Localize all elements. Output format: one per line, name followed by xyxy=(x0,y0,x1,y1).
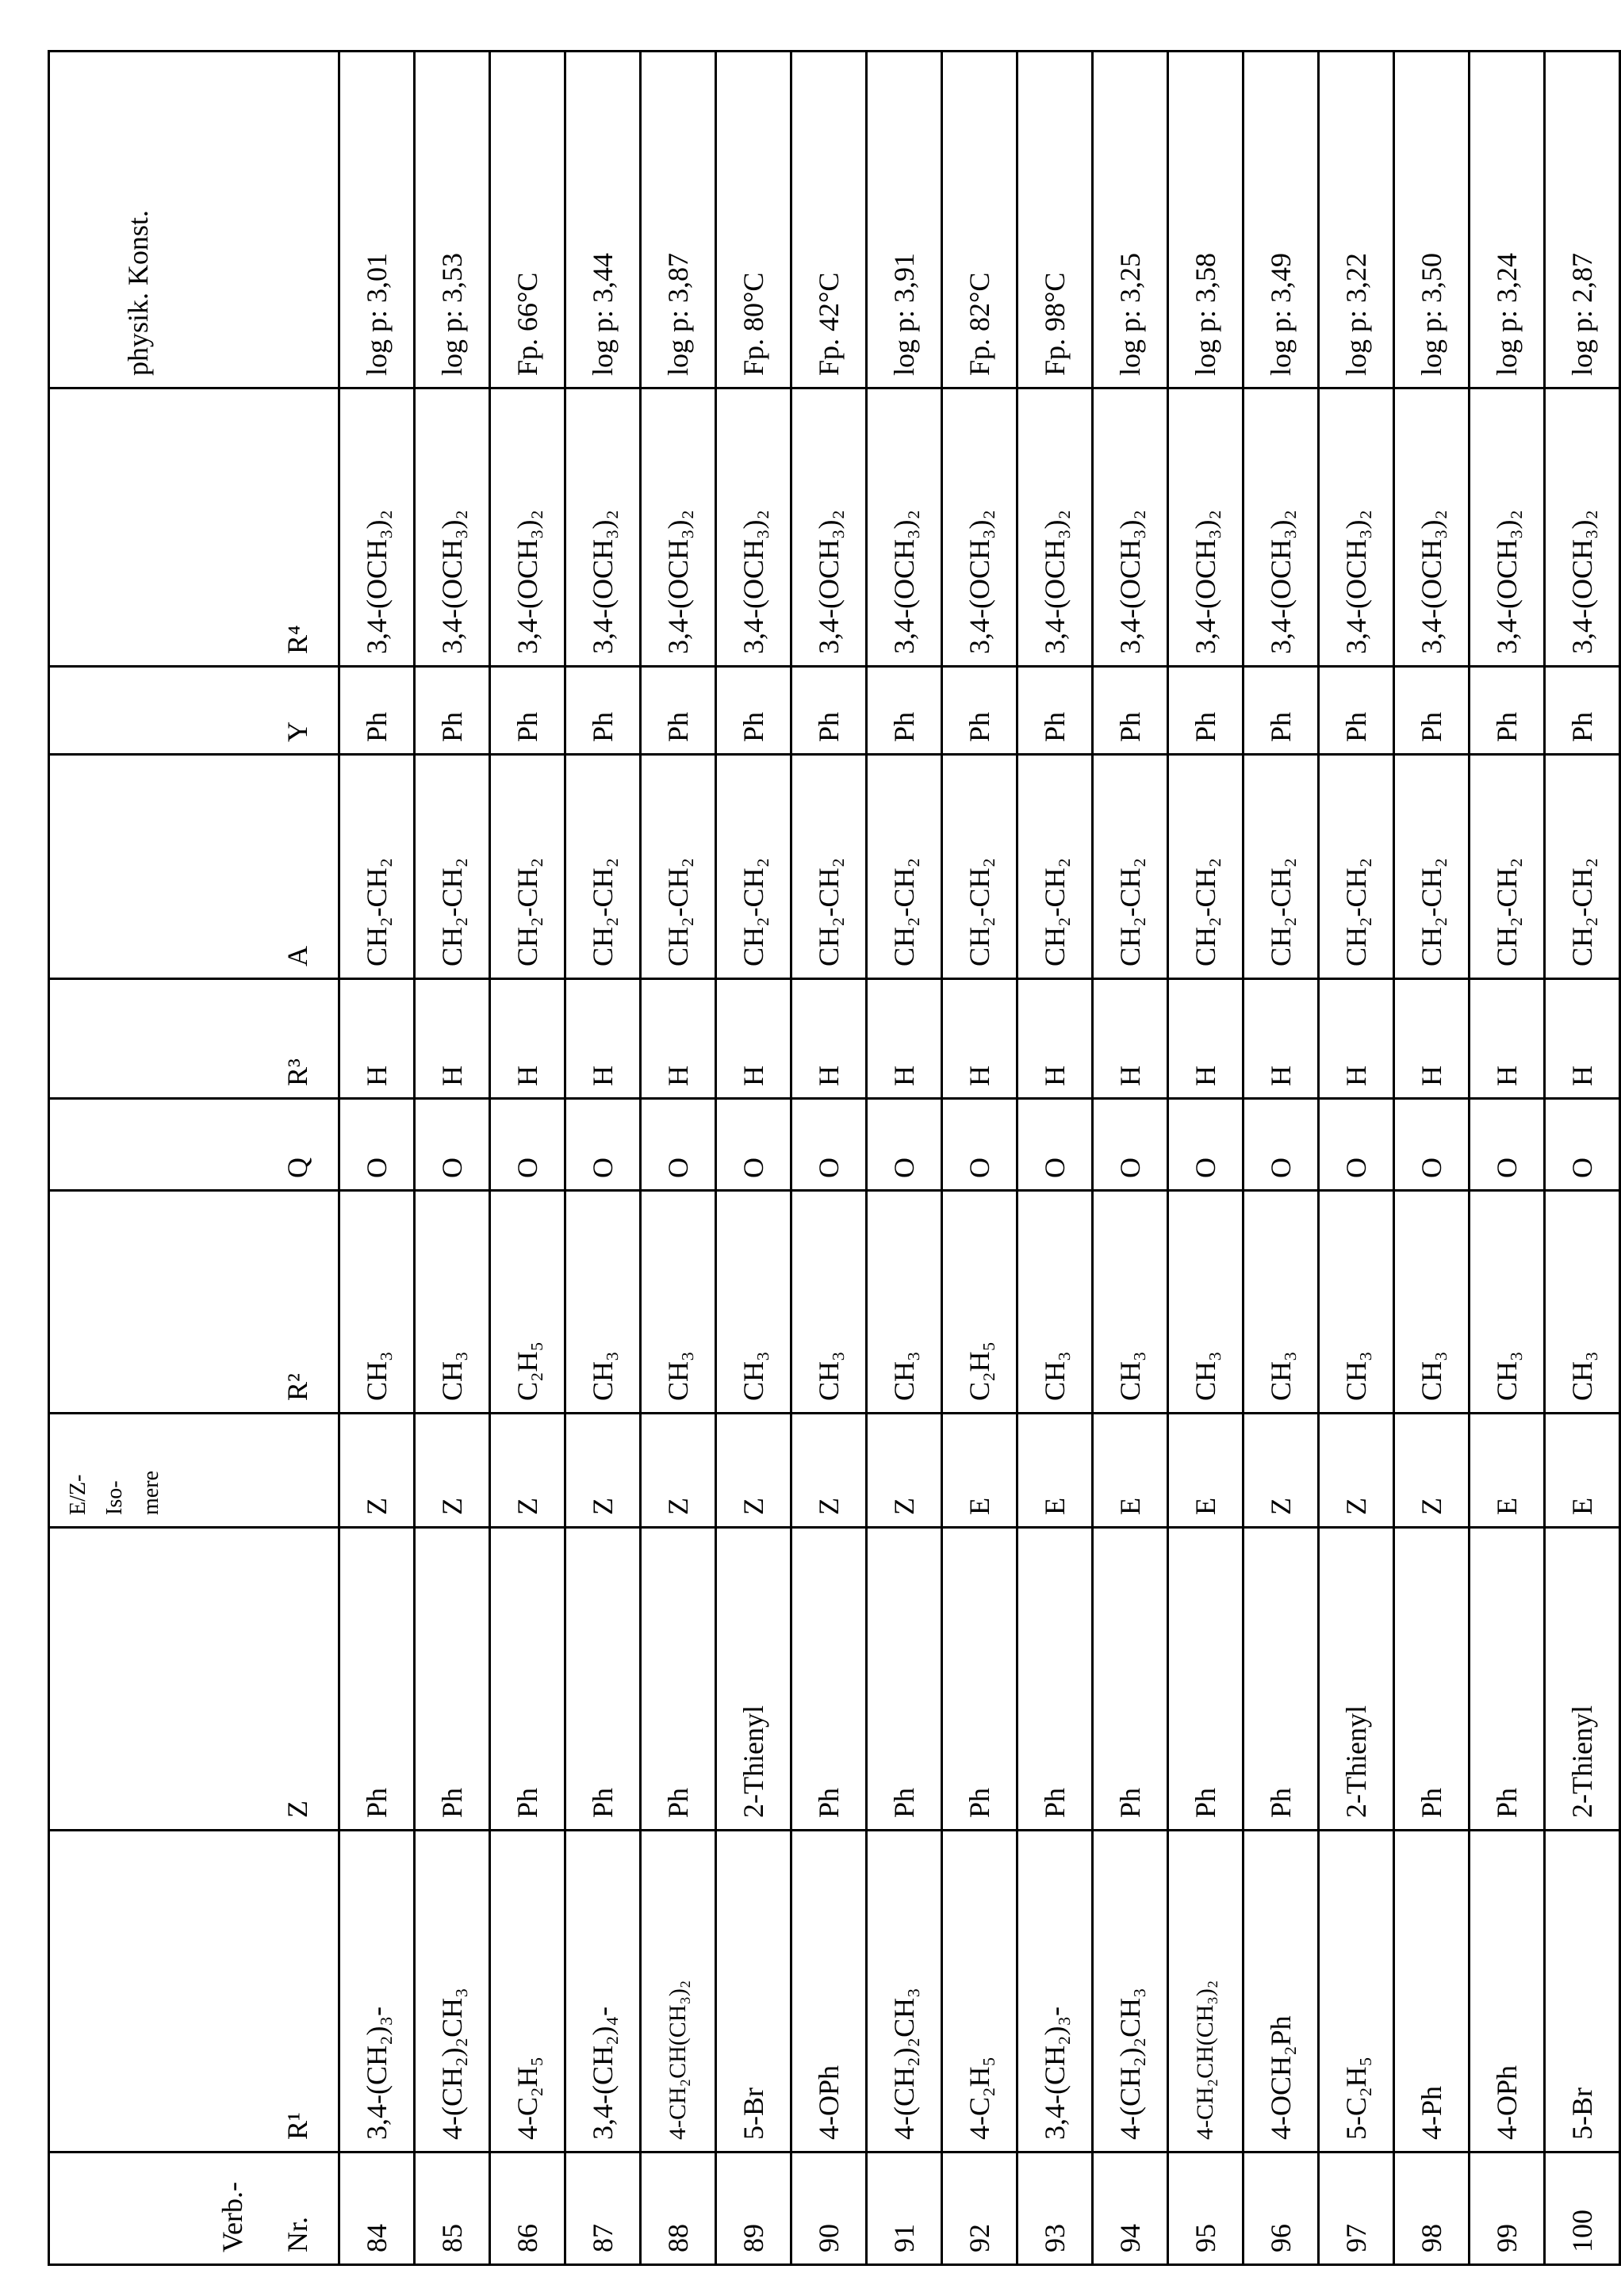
cell-physik-konst: log p: 3,53 xyxy=(415,52,490,388)
cell-y: Ph xyxy=(1319,667,1394,755)
cell-r3: H xyxy=(1244,979,1319,1099)
cell-physik-konst: Fp. 42°C xyxy=(791,52,867,388)
table-row xyxy=(490,52,565,2265)
cell-verb-nr: 88 xyxy=(641,2152,716,2265)
cell-ez-isomere: E xyxy=(1093,1414,1168,1528)
cell-ez-isomere: Z xyxy=(716,1414,791,1528)
cell-physik-konst: log p: 3,44 xyxy=(565,52,641,388)
cell-z: Ph xyxy=(1244,1528,1319,1831)
cell-z: Ph xyxy=(1168,1528,1244,1831)
cell-z: Ph xyxy=(791,1528,867,1831)
cell-r3: H xyxy=(942,979,1017,1099)
cell-verb-nr: 95 xyxy=(1168,2152,1244,2265)
cell-verb-nr: 91 xyxy=(867,2152,942,2265)
cell-r3: H xyxy=(1319,979,1394,1099)
cell-r3: H xyxy=(339,979,415,1099)
cell-verb-nr: 87 xyxy=(565,2152,641,2265)
cell-r4: 3,4-(OCH₃)₂ xyxy=(942,388,1017,667)
cell-r4: 3,4-(OCH₃)₂ xyxy=(716,388,791,667)
cell-r3: H xyxy=(415,979,490,1099)
table-row xyxy=(1319,52,1394,2265)
cell-a: CH₂-CH₂ xyxy=(490,755,565,979)
cell-z: 2-Thienyl xyxy=(1545,1528,1620,1831)
cell-a: CH₂-CH₂ xyxy=(1017,755,1093,979)
cell-a: CH₂-CH₂ xyxy=(1168,755,1244,979)
cell-z: Ph xyxy=(1017,1528,1093,1831)
cell-r1: 5-C₂H₅ xyxy=(1319,1831,1394,2152)
cell-z: Ph xyxy=(942,1528,1017,1831)
cell-r4: 3,4-(OCH₃)₂ xyxy=(791,388,867,667)
table-body xyxy=(339,52,1620,2265)
cell-physik-konst: Fp. 82°C xyxy=(942,52,1017,388)
cell-physik-konst: Fp. 80°C xyxy=(716,52,791,388)
cell-q: O xyxy=(1017,1099,1093,1191)
cell-r2: CH₃ xyxy=(716,1191,791,1414)
cell-y: Ph xyxy=(1244,667,1319,755)
cell-r2: CH₃ xyxy=(791,1191,867,1414)
cell-r2: CH₃ xyxy=(1168,1191,1244,1414)
cell-verb-nr: 84 xyxy=(339,2152,415,2265)
cell-r1: 3,4-(CH₂)₄- xyxy=(565,1831,641,2152)
cell-r4: 3,4-(OCH₃)₂ xyxy=(490,388,565,667)
cell-z: Ph xyxy=(641,1528,716,1831)
cell-r3: H xyxy=(1017,979,1093,1099)
cell-ez-isomere: Z xyxy=(490,1414,565,1528)
cell-verb-nr: 99 xyxy=(1470,2152,1545,2265)
cell-r1: 4-(CH₂)₂CH₃ xyxy=(1093,1831,1168,2152)
cell-r4: 3,4-(OCH₃)₂ xyxy=(1394,388,1470,667)
cell-physik-konst: log p: 3,01 xyxy=(339,52,415,388)
cell-r3: H xyxy=(641,979,716,1099)
cell-z: Ph xyxy=(339,1528,415,1831)
cell-r3: H xyxy=(1394,979,1470,1099)
cell-verb-nr: 89 xyxy=(716,2152,791,2265)
cell-q: O xyxy=(565,1099,641,1191)
cell-y: Ph xyxy=(339,667,415,755)
table-row xyxy=(942,52,1017,2265)
cell-r3: H xyxy=(490,979,565,1099)
cell-r4: 3,4-(OCH₃)₂ xyxy=(1319,388,1394,667)
cell-a: CH₂-CH₂ xyxy=(867,755,942,979)
table-row xyxy=(791,52,867,2265)
cell-a: CH₂-CH₂ xyxy=(339,755,415,979)
cell-ez-isomere: Z xyxy=(867,1414,942,1528)
cell-r1: 3,4-(CH₂)₃- xyxy=(1017,1831,1093,2152)
cell-r2: CH₃ xyxy=(1545,1191,1620,1414)
cell-verb-nr: 98 xyxy=(1394,2152,1470,2265)
header-q: Q xyxy=(49,1099,339,1191)
cell-y: Ph xyxy=(791,667,867,755)
cell-verb-nr: 86 xyxy=(490,2152,565,2265)
cell-q: O xyxy=(641,1099,716,1191)
cell-verb-nr: 90 xyxy=(791,2152,867,2265)
header-verb-nr xyxy=(49,2152,339,2265)
table-row xyxy=(339,52,415,2265)
cell-verb-nr: 100 xyxy=(1545,2152,1620,2265)
cell-r4: 3,4-(OCH₃)₂ xyxy=(565,388,641,667)
cell-physik-konst: log p: 3,87 xyxy=(641,52,716,388)
cell-y: Ph xyxy=(641,667,716,755)
cell-r2: CH₃ xyxy=(1470,1191,1545,1414)
cell-ez-isomere: Z xyxy=(1244,1414,1319,1528)
cell-r2: CH₃ xyxy=(339,1191,415,1414)
table-row xyxy=(1394,52,1470,2265)
cell-y: Ph xyxy=(867,667,942,755)
table-row xyxy=(1545,52,1620,2265)
cell-q: O xyxy=(942,1099,1017,1191)
table-row xyxy=(415,52,490,2265)
cell-z: Ph xyxy=(415,1528,490,1831)
header-row xyxy=(49,52,339,2265)
cell-r4: 3,4-(OCH₃)₂ xyxy=(1244,388,1319,667)
cell-r1: 4-C₂H₅ xyxy=(490,1831,565,2152)
cell-r1: 4-OPh xyxy=(1470,1831,1545,2152)
cell-a: CH₂-CH₂ xyxy=(716,755,791,979)
cell-verb-nr: 97 xyxy=(1319,2152,1394,2265)
cell-q: O xyxy=(867,1099,942,1191)
cell-z: 2-Thienyl xyxy=(716,1528,791,1831)
cell-y: Ph xyxy=(942,667,1017,755)
header-r1: R¹ xyxy=(49,1831,339,2152)
cell-ez-isomere: Z xyxy=(1394,1414,1470,1528)
cell-z: Ph xyxy=(867,1528,942,1831)
header-ez-line: E/Z- xyxy=(66,1414,91,1515)
cell-y: Ph xyxy=(1545,667,1620,755)
cell-verb-nr: 94 xyxy=(1093,2152,1168,2265)
cell-z: Ph xyxy=(1093,1528,1168,1831)
cell-r2: C₂H₅ xyxy=(490,1191,565,1414)
cell-a: CH₂-CH₂ xyxy=(641,755,716,979)
cell-q: O xyxy=(1470,1099,1545,1191)
cell-y: Ph xyxy=(415,667,490,755)
cell-verb-nr: 85 xyxy=(415,2152,490,2265)
cell-y: Ph xyxy=(1168,667,1244,755)
cell-r1: 4-CH₂CH(CH₃)₂ xyxy=(641,1831,716,2152)
header-r3: R³ xyxy=(49,979,339,1099)
cell-verb-nr: 96 xyxy=(1244,2152,1319,2265)
cell-physik-konst: log p: 3,58 xyxy=(1168,52,1244,388)
cell-q: O xyxy=(339,1099,415,1191)
table-row xyxy=(641,52,716,2265)
cell-ez-isomere: Z xyxy=(565,1414,641,1528)
cell-r1: 4-CH₂CH(CH₃)₂ xyxy=(1168,1831,1244,2152)
cell-r2: CH₃ xyxy=(1244,1191,1319,1414)
header-r4: R⁴ xyxy=(49,388,339,667)
cell-physik-konst: log p: 3,91 xyxy=(867,52,942,388)
cell-r1: 5-Br xyxy=(1545,1831,1620,2152)
cell-y: Ph xyxy=(1093,667,1168,755)
cell-ez-isomere: Z xyxy=(1319,1414,1394,1528)
cell-q: O xyxy=(716,1099,791,1191)
cell-physik-konst: log p: 2,87 xyxy=(1545,52,1620,388)
cell-ez-isomere: E xyxy=(1545,1414,1620,1528)
cell-r4: 3,4-(OCH₃)₂ xyxy=(415,388,490,667)
header-a: A xyxy=(49,755,339,979)
cell-ez-isomere: E xyxy=(1017,1414,1093,1528)
table-row xyxy=(565,52,641,2265)
cell-y: Ph xyxy=(1394,667,1470,755)
cell-r3: H xyxy=(1545,979,1620,1099)
table-row xyxy=(867,52,942,2265)
cell-r3: H xyxy=(1093,979,1168,1099)
cell-q: O xyxy=(1244,1099,1319,1191)
cell-r2: CH₃ xyxy=(1319,1191,1394,1414)
table-row xyxy=(1244,52,1319,2265)
cell-r1: 4-C₂H₅ xyxy=(942,1831,1017,2152)
cell-r4: 3,4-(OCH₃)₂ xyxy=(1470,388,1545,667)
table-row xyxy=(1470,52,1545,2265)
cell-q: O xyxy=(490,1099,565,1191)
cell-r4: 3,4-(OCH₃)₂ xyxy=(641,388,716,667)
cell-physik-konst: log p: 3,22 xyxy=(1319,52,1394,388)
cell-ez-isomere: E xyxy=(1470,1414,1545,1528)
cell-r2: CH₃ xyxy=(1093,1191,1168,1414)
cell-r1: 5-Br xyxy=(716,1831,791,2152)
cell-ez-isomere: E xyxy=(1168,1414,1244,1528)
cell-physik-konst: Fp. 98°C xyxy=(1017,52,1093,388)
cell-q: O xyxy=(791,1099,867,1191)
cell-a: CH₂-CH₂ xyxy=(942,755,1017,979)
rotated-table-page xyxy=(48,52,1566,2266)
header-verb-line: Nr. xyxy=(281,2153,314,2252)
cell-a: CH₂-CH₂ xyxy=(1394,755,1470,979)
cell-a: CH₂-CH₂ xyxy=(1470,755,1545,979)
cell-a: CH₂-CH₂ xyxy=(1093,755,1168,979)
cell-a: CH₂-CH₂ xyxy=(1244,755,1319,979)
cell-r2: C₂H₅ xyxy=(942,1191,1017,1414)
cell-r2: CH₃ xyxy=(1017,1191,1093,1414)
header-z: Z xyxy=(49,1528,339,1831)
cell-q: O xyxy=(1394,1099,1470,1191)
cell-r3: H xyxy=(867,979,942,1099)
cell-ez-isomere: Z xyxy=(339,1414,415,1528)
cell-a: CH₂-CH₂ xyxy=(791,755,867,979)
cell-r1: 4-(CH₂)₂CH₃ xyxy=(415,1831,490,2152)
table-row xyxy=(1168,52,1244,2265)
table-row xyxy=(1017,52,1093,2265)
cell-r2: CH₃ xyxy=(415,1191,490,1414)
cell-q: O xyxy=(1168,1099,1244,1191)
cell-r4: 3,4-(OCH₃)₂ xyxy=(1545,388,1620,667)
header-ez-isomere xyxy=(49,1414,339,1528)
cell-r2: CH₃ xyxy=(867,1191,942,1414)
cell-r3: H xyxy=(791,979,867,1099)
cell-q: O xyxy=(1093,1099,1168,1191)
header-ez-line: mere xyxy=(139,1414,164,1515)
cell-r1: 3,4-(CH₂)₃- xyxy=(339,1831,415,2152)
cell-ez-isomere: Z xyxy=(415,1414,490,1528)
header-y: Y xyxy=(49,667,339,755)
cell-q: O xyxy=(415,1099,490,1191)
cell-verb-nr: 93 xyxy=(1017,2152,1093,2265)
cell-r2: CH₃ xyxy=(565,1191,641,1414)
header-r2: R² xyxy=(49,1191,339,1414)
cell-r1: 4-Ph xyxy=(1394,1831,1470,2152)
cell-r4: 3,4-(OCH₃)₂ xyxy=(867,388,942,667)
cell-physik-konst: log p: 3,49 xyxy=(1244,52,1319,388)
cell-q: O xyxy=(1545,1099,1620,1191)
cell-y: Ph xyxy=(1017,667,1093,755)
cell-y: Ph xyxy=(1470,667,1545,755)
cell-physik-konst: log p: 3,24 xyxy=(1470,52,1545,388)
cell-z: Ph xyxy=(1470,1528,1545,1831)
cell-physik-konst: Fp. 66°C xyxy=(490,52,565,388)
cell-verb-nr: 92 xyxy=(942,2152,1017,2265)
cell-z: Ph xyxy=(1394,1528,1470,1831)
cell-a: CH₂-CH₂ xyxy=(1545,755,1620,979)
cell-r3: H xyxy=(565,979,641,1099)
cell-z: Ph xyxy=(565,1528,641,1831)
cell-z: Ph xyxy=(490,1528,565,1831)
header-verb-line: Verb.- xyxy=(216,2153,249,2252)
table-row xyxy=(716,52,791,2265)
cell-r2: CH₃ xyxy=(1394,1191,1470,1414)
cell-ez-isomere: Z xyxy=(641,1414,716,1528)
cell-r3: H xyxy=(716,979,791,1099)
cell-r4: 3,4-(OCH₃)₂ xyxy=(1168,388,1244,667)
cell-a: CH₂-CH₂ xyxy=(1319,755,1394,979)
cell-r3: H xyxy=(1168,979,1244,1099)
cell-r4: 3,4-(OCH₃)₂ xyxy=(1017,388,1093,667)
cell-r4: 3,4-(OCH₃)₂ xyxy=(1093,388,1168,667)
cell-r1: 4-OPh xyxy=(791,1831,867,2152)
cell-physik-konst: log p: 3,50 xyxy=(1394,52,1470,388)
cell-physik-konst: log p: 3,25 xyxy=(1093,52,1168,388)
cell-r2: CH₃ xyxy=(641,1191,716,1414)
cell-r1: 4-OCH₂Ph xyxy=(1244,1831,1319,2152)
cell-ez-isomere: E xyxy=(942,1414,1017,1528)
cell-r3: H xyxy=(1470,979,1545,1099)
header-ez-line: Iso- xyxy=(102,1414,128,1515)
cell-y: Ph xyxy=(716,667,791,755)
cell-r4: 3,4-(OCH₃)₂ xyxy=(339,388,415,667)
cell-a: CH₂-CH₂ xyxy=(565,755,641,979)
cell-ez-isomere: Z xyxy=(791,1414,867,1528)
compound-table xyxy=(48,50,1621,2266)
header-physik-konst: physik. Konst. xyxy=(49,52,339,388)
cell-y: Ph xyxy=(490,667,565,755)
cell-z: 2-Thienyl xyxy=(1319,1528,1394,1831)
cell-a: CH₂-CH₂ xyxy=(415,755,490,979)
cell-y: Ph xyxy=(565,667,641,755)
table-row xyxy=(1093,52,1168,2265)
cell-r1: 4-(CH₂)₂CH₃ xyxy=(867,1831,942,2152)
cell-q: O xyxy=(1319,1099,1394,1191)
